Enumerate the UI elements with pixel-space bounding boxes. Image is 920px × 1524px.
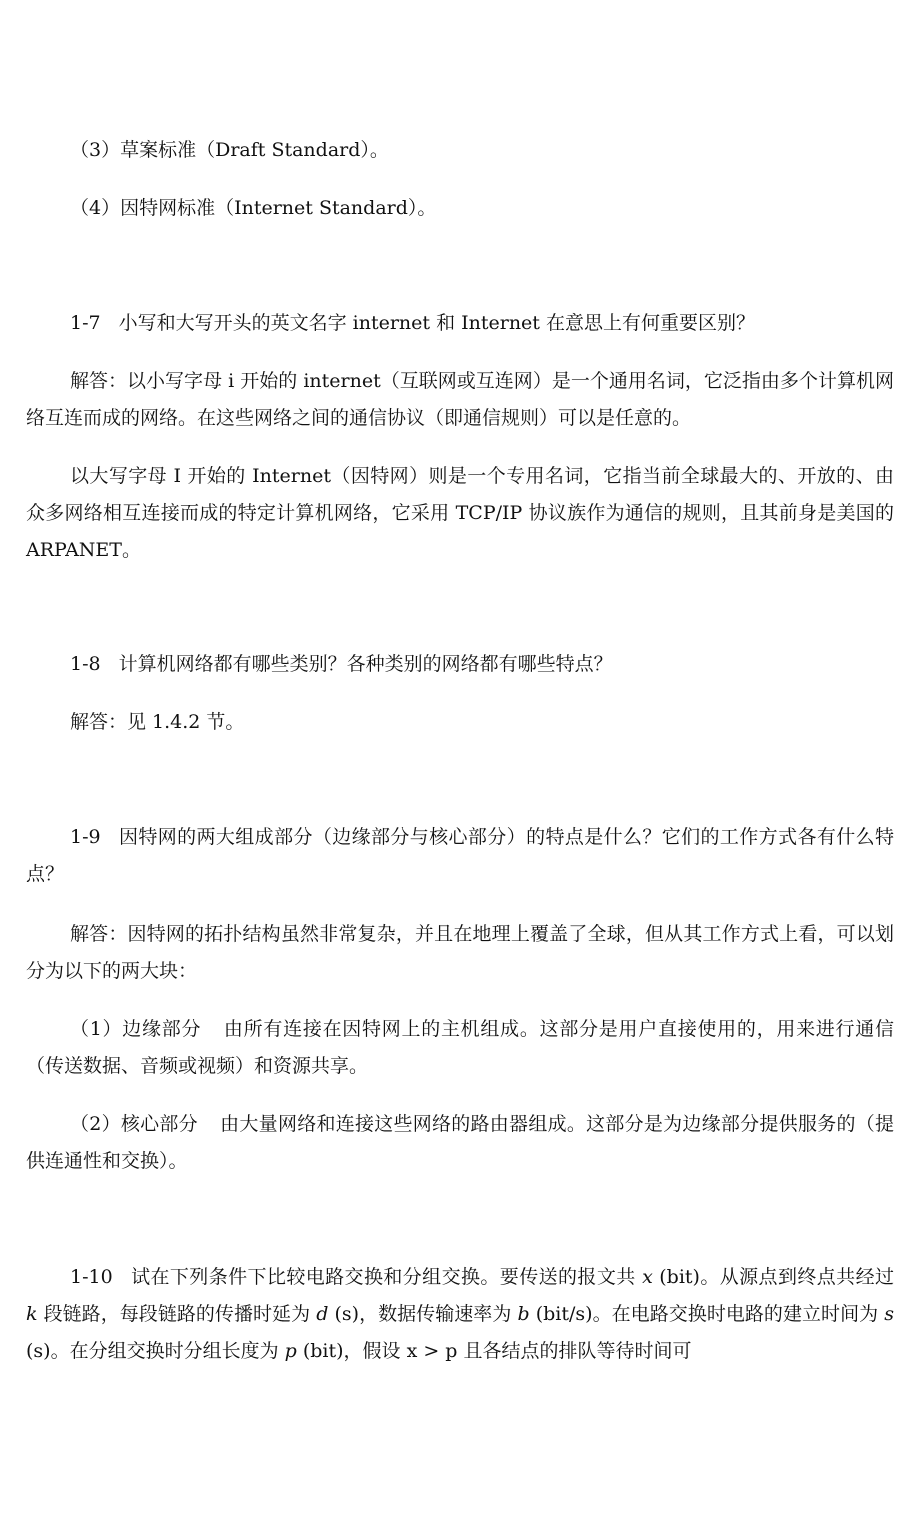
- item-label: （1）边缘部分: [70, 1018, 202, 1040]
- paragraph-text: 解答：以小写字母 i 开始的 internet（互联网或互连网）是一个通用名词，它泛指由多个计算机网络互连而成的网络。在这些网络之间的通信协议（即通信规则）可以是任意的。: [26, 370, 894, 429]
- question-number: 1-10: [70, 1266, 113, 1288]
- variable-s: s: [884, 1303, 894, 1325]
- answer-1-7-part-1: [26, 363, 894, 437]
- variable-d: d: [316, 1303, 329, 1325]
- paragraph-text: 以大写字母 I 开始的 Internet（因特网）则是一个专用名词，它指当前全球最大的、开放的、由众多网络相互连接而成的特定计算机网络，它采用 TCP/IP 协议族作为通信的规则，且其前身是美国的 ARPANET。: [26, 465, 894, 561]
- question-text: 计算机网络都有哪些类别？各种类别的网络都有哪些特点？: [118, 653, 613, 675]
- variable-x: x: [642, 1266, 653, 1288]
- paragraph-text: 解答：见 1.4.2 节。: [70, 711, 245, 733]
- question-text: 试在下列条件下比较电路交换和分组交换。要传送的报文共: [130, 1266, 643, 1288]
- question-text: 小写和大写开头的英文名字 internet 和 Internet 在意思上有何重要区别？: [118, 312, 755, 334]
- question-text: (bit)。从源点到终点共经过: [652, 1266, 894, 1288]
- question-number: 1-7: [70, 312, 101, 334]
- paragraph-draft-standard: [26, 132, 894, 169]
- question-text: (bit)，假设 x > p 且各结点的排队等待时间可: [296, 1340, 692, 1362]
- question-text: 因特网的两大组成部分（边缘部分与核心部分）的特点是什么？它们的工作方式各有什么特点？: [26, 826, 894, 885]
- question-1-7: [26, 305, 894, 342]
- question-text: (s)。在分组交换时分组长度为: [26, 1340, 285, 1362]
- question-text: (s)，数据传输速率为: [328, 1303, 518, 1325]
- variable-k: k: [26, 1303, 38, 1325]
- variable-p: p: [284, 1340, 297, 1362]
- answer-1-9-core-part: [26, 1106, 894, 1180]
- question-text: 段链路，每段链路的传播时延为: [37, 1303, 317, 1325]
- item-label: （2）核心部分: [70, 1113, 198, 1135]
- paragraph-text: （3）草案标准（Draft Standard）。: [70, 139, 389, 161]
- question-number: 1-9: [70, 826, 101, 848]
- paragraph-text: 解答：因特网的拓扑结构虽然非常复杂，并且在地理上覆盖了全球，但从其工作方式上看，可以划分为以下的两大块：: [26, 923, 894, 982]
- question-text: (bit/s)。在电路交换时电路的建立时间为: [529, 1303, 885, 1325]
- variable-b: b: [517, 1303, 530, 1325]
- answer-1-9-intro: [26, 916, 894, 990]
- paragraph-text: （4）因特网标准（Internet Standard）。: [70, 197, 437, 219]
- question-number: 1-8: [70, 653, 101, 675]
- answer-1-9-edge-part: [26, 1011, 894, 1085]
- answer-1-7-part-2: [26, 458, 894, 569]
- question-1-8: [26, 646, 894, 683]
- item-text: 由所有连接在因特网上的主机组成。这部分是用户直接使用的，用来进行通信（传送数据、音频或视频）和资源共享。: [26, 1018, 894, 1077]
- answer-1-8: [26, 704, 894, 741]
- question-1-10: [26, 1259, 894, 1370]
- item-text: 由大量网络和连接这些网络的路由器组成。这部分是为边缘部分提供服务的（提供连通性和交换）。: [26, 1113, 894, 1172]
- question-1-9: [26, 819, 894, 893]
- paragraph-internet-standard: [26, 190, 894, 227]
